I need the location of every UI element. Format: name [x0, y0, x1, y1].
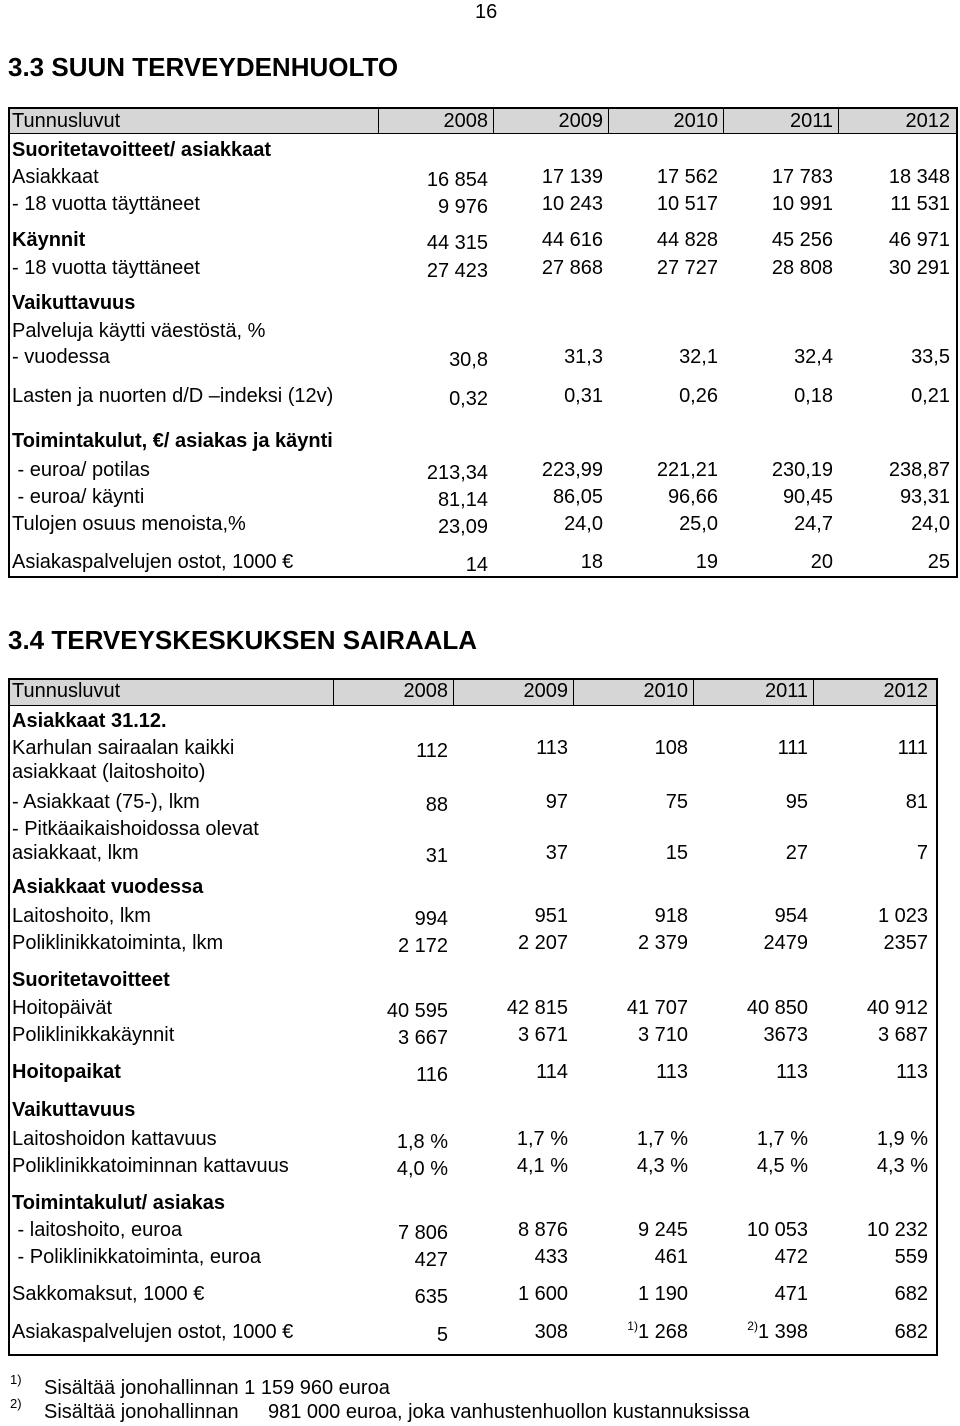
value-2008: 40 595 [386, 1000, 448, 1022]
value-2011: 472 [774, 1246, 808, 1268]
value-2011: 32,4 [794, 346, 833, 368]
header-divider [693, 680, 694, 705]
value-2009: 27 868 [541, 257, 603, 279]
value-2012: 682 [894, 1321, 928, 1343]
value-2008: 635 [414, 1286, 448, 1308]
row-label: Hoitopäivät [12, 997, 113, 1019]
value-2011: 4,5 % [756, 1155, 808, 1177]
value-2009: 1 600 [517, 1283, 568, 1305]
value-2012: 33,5 [911, 346, 950, 368]
value-2012: 3 687 [877, 1024, 928, 1046]
value-2009: 114 [536, 1061, 568, 1083]
value-2008: 0,32 [449, 388, 488, 410]
row-label: Lasten ja nuorten d/D –indeksi (12v) [12, 385, 334, 407]
table-row [10, 256, 956, 280]
value-2011: 10 991 [771, 193, 833, 215]
value-2012: 559 [894, 1246, 928, 1268]
table-row [10, 1023, 936, 1047]
header-divider [493, 109, 494, 133]
section-heading-suun-terveydenhuolto: 3.3 SUUN TERVEYDENHUOLTO [8, 52, 399, 82]
value-2009: 97 [545, 791, 568, 813]
table-row [10, 291, 956, 315]
value-2009: 24,0 [564, 513, 603, 535]
row-group-label: Suoritetavoitteet [12, 969, 170, 991]
table-row [10, 841, 936, 865]
value-2009: 42 815 [506, 997, 568, 1019]
table-row [10, 319, 956, 343]
value-2010: 113 [656, 1061, 688, 1083]
header-year-2011: 2011 [789, 110, 833, 132]
value-2011: 27 [785, 842, 808, 864]
row-group-label: Asiakkaat 31.12. [12, 710, 167, 732]
table-row [10, 904, 936, 928]
value-2010: 2 379 [637, 932, 688, 954]
value-2012: 0,21 [911, 385, 950, 407]
row-label: asiakkaat (laitoshoito) [12, 761, 206, 783]
value-2011: 230,19 [771, 459, 833, 481]
value-2010: 1,7 % [636, 1128, 688, 1150]
row-label: - Asiakkaat (75-), lkm [12, 791, 200, 813]
value-2010: 32,1 [679, 346, 718, 368]
value-2011: 10 053 [746, 1219, 808, 1241]
value-2008: 112 [416, 740, 448, 762]
footnote-text: Sisältää jonohallinnan [44, 1401, 239, 1423]
row-label: - 18 vuotta täyttäneet [12, 257, 200, 279]
row-label: - Pitkäaikaishoidossa olevat [12, 818, 259, 840]
page-number: 16 [475, 1, 498, 23]
row-label: - laitoshoito, euroa [12, 1219, 183, 1241]
value-2011: 45 256 [771, 229, 833, 251]
table-row [10, 1245, 936, 1269]
value-2011: 95 [785, 791, 808, 813]
header-label: Tunnusluvut [12, 680, 121, 702]
row-label: - vuodessa [12, 346, 110, 368]
table-row [10, 485, 956, 509]
value-2009: 2 207 [517, 932, 568, 954]
value-2011 [703, 1320, 808, 1344]
value-2012: 46 971 [888, 229, 950, 251]
value-2008: 23,09 [437, 516, 488, 538]
row-label: Asiakaspalvelujen ostot, 1000 € [12, 551, 294, 573]
value-2010: 41 707 [626, 997, 688, 1019]
row-label: Sakkomaksut, 1000 € [12, 1283, 205, 1305]
table-row [10, 790, 936, 814]
value-2011: 113 [776, 1061, 808, 1083]
header-year-2010: 2010 [643, 680, 688, 702]
value-2012: 40 912 [866, 997, 928, 1019]
value-2010: 25,0 [679, 513, 718, 535]
row-group-label: Toimintakulut/ asiakas [12, 1192, 226, 1214]
row-group-label: Käynnit [12, 229, 86, 251]
header-year-2011: 2011 [764, 680, 808, 702]
value-2011: 40 850 [746, 997, 808, 1019]
header-year-2009: 2009 [523, 680, 568, 702]
header-divider [608, 109, 609, 133]
value-2008: 44 315 [426, 232, 488, 254]
row-label: Laitoshoito, lkm [12, 905, 151, 927]
value-2009: 113 [536, 737, 568, 759]
value-2011: 954 [774, 905, 808, 927]
row-label: Poliklinikkatoiminta, lkm [12, 932, 224, 954]
table-row [10, 760, 936, 784]
value-2008: 16 854 [426, 169, 488, 191]
value-2010: 4,3 % [636, 1155, 688, 1177]
value-2010: 0,26 [679, 385, 718, 407]
value-2010: 96,66 [667, 486, 718, 508]
value-2012: 238,87 [888, 459, 950, 481]
value-2008: 5 [436, 1324, 448, 1346]
value-2012: 93,31 [899, 486, 950, 508]
value-2012: 1 023 [877, 905, 928, 927]
value-2012: 30 291 [888, 257, 950, 279]
footnote-marker: 2) [10, 1396, 22, 1411]
row-label: Poliklinikkakäynnit [12, 1024, 175, 1046]
table-row [10, 709, 936, 733]
row-group-label: Asiakkaat vuodessa [12, 876, 204, 898]
header-year-2012: 2012 [905, 110, 950, 132]
table-row [10, 1218, 936, 1242]
table-row [10, 1191, 936, 1215]
value-2010: 27 727 [656, 257, 718, 279]
value-2009: 44 616 [541, 229, 603, 251]
value-2008: 7 806 [397, 1222, 448, 1244]
header-divider [453, 680, 454, 705]
row-group-label: Hoitopaikat [12, 1061, 121, 1083]
value-2008: 30,8 [449, 349, 488, 371]
value-2012: 18 348 [888, 166, 950, 188]
table-row [10, 996, 936, 1020]
value-2011: 1,7 % [756, 1128, 808, 1150]
row-group-label: Suoritetavoitteet/ asiakkaat [12, 139, 271, 161]
row-label: - euroa/ potilas [12, 459, 150, 481]
value-2011: 2479 [763, 932, 808, 954]
table-row [10, 1098, 936, 1122]
table-row [10, 875, 936, 899]
value-2008: 3 667 [397, 1027, 448, 1049]
value-2012: 682 [894, 1283, 928, 1305]
footnote-text-continued: 981 000 euroa, joka vanhustenhuollon kustannuksissa [268, 1401, 750, 1423]
value-2009: 37 [545, 842, 568, 864]
value-2009: 308 [534, 1321, 568, 1343]
header-divider [573, 680, 574, 705]
value-2011: 28 808 [771, 257, 833, 279]
table-row [10, 512, 956, 536]
footnote-ref: 1) [627, 1319, 638, 1333]
value-2009: 86,05 [552, 486, 603, 508]
table-row [10, 1154, 936, 1178]
value-2008: 1,8 % [396, 1131, 448, 1153]
footnote-text: Sisältää jonohallinnan 1 159 960 euroa [44, 1377, 390, 1399]
row-label: Laitoshoidon kattavuus [12, 1128, 217, 1150]
header-year-2012: 2012 [883, 680, 928, 702]
value-2012: 4,3 % [876, 1155, 928, 1177]
table-row [10, 345, 956, 369]
value-2008: 81,14 [437, 489, 488, 511]
header-year-2008: 2008 [443, 110, 488, 132]
value-2008: 88 [425, 794, 448, 816]
value-2010 [583, 1320, 688, 1344]
row-label: - Poliklinikkatoiminta, euroa [12, 1246, 261, 1268]
value-2012: 2357 [883, 932, 928, 954]
row-label: asiakkaat, lkm [12, 842, 139, 864]
header-year-2008: 2008 [403, 680, 448, 702]
value-2009: 433 [534, 1246, 568, 1268]
table-row [10, 458, 956, 482]
value-2012: 81 [905, 791, 928, 813]
row-label: Tulojen osuus menoista,% [12, 513, 246, 535]
section-heading-terveyskeskuksen-sairaala: 3.4 TERVEYSKESKUKSEN SAIRAALA [8, 625, 478, 655]
value-2012: 111 [897, 737, 928, 759]
value-2010: 44 828 [656, 229, 718, 251]
value-2009: 4,1 % [516, 1155, 568, 1177]
value-2010: 108 [654, 737, 688, 759]
value-2010: 10 517 [656, 193, 718, 215]
header-label: Tunnusluvut [12, 110, 121, 132]
value-2009: 223,99 [541, 459, 603, 481]
value-2012: 24,0 [911, 513, 950, 535]
header-divider [723, 109, 724, 133]
value-text: 1 398 [757, 1321, 808, 1343]
value-2010: 9 245 [637, 1219, 688, 1241]
value-2009: 10 243 [541, 193, 603, 215]
value-2010: 918 [654, 905, 688, 927]
value-2012: 11 531 [890, 193, 950, 215]
value-2008: 116 [416, 1064, 448, 1086]
header-year-2010: 2010 [673, 110, 718, 132]
value-2011: 20 [810, 551, 833, 573]
value-2008: 14 [465, 554, 488, 576]
value-2011: 111 [777, 737, 808, 759]
value-2010: 19 [695, 551, 718, 573]
table-row [10, 192, 956, 216]
table-suun-terveydenhuolto [8, 107, 958, 578]
table-row [10, 1127, 936, 1151]
value-2008: 27 423 [426, 260, 488, 282]
value-2012: 1,9 % [876, 1128, 928, 1150]
table-header-row [10, 109, 956, 134]
value-2008: 31 [425, 845, 448, 867]
value-2010: 221,21 [656, 459, 718, 481]
row-group-label: Vaikuttavuus [12, 292, 136, 314]
table-row [10, 429, 956, 453]
value-2010: 3 710 [637, 1024, 688, 1046]
value-2009: 951 [534, 905, 568, 927]
table-row [10, 384, 956, 408]
header-divider [333, 680, 334, 705]
value-2011: 17 783 [771, 166, 833, 188]
value-2008: 994 [414, 908, 448, 930]
table-row [10, 228, 956, 252]
row-group-label: Toimintakulut, €/ asiakas ja käynti [12, 430, 333, 452]
value-2010: 1 190 [637, 1283, 688, 1305]
value-text: 1 268 [637, 1321, 688, 1343]
table-row [10, 968, 936, 992]
table-header-row [10, 680, 936, 706]
table-row [10, 931, 936, 955]
row-label: Poliklinikkatoiminnan kattavuus [12, 1155, 289, 1177]
value-2011: 90,45 [782, 486, 833, 508]
header-divider [378, 109, 379, 133]
value-2010: 15 [665, 842, 688, 864]
value-2011: 0,18 [794, 385, 833, 407]
footnote-marker: 1) [10, 1372, 22, 1387]
header-year-2009: 2009 [558, 110, 603, 132]
footnote-ref: 2) [747, 1319, 758, 1333]
value-2011: 471 [774, 1283, 808, 1305]
row-label: - euroa/ käynti [12, 486, 145, 508]
table-row [10, 550, 956, 574]
table-row [10, 165, 956, 189]
value-2011: 3673 [763, 1024, 808, 1046]
table-row [10, 1282, 936, 1306]
value-2008: 2 172 [397, 935, 448, 957]
value-2012: 113 [896, 1061, 928, 1083]
value-2010: 17 562 [656, 166, 718, 188]
header-divider [838, 109, 839, 133]
value-2009: 17 139 [541, 166, 603, 188]
value-2011: 24,7 [794, 513, 833, 535]
value-2009: 18 [580, 551, 603, 573]
table-row [10, 1060, 936, 1084]
row-label: Palveluja käytti väestöstä, % [12, 320, 266, 342]
value-2012: 25 [927, 551, 950, 573]
header-divider [813, 680, 814, 705]
table-terveyskeskuksen-sairaala [8, 678, 938, 1356]
table-row [10, 138, 956, 162]
value-2010: 75 [665, 791, 688, 813]
row-label: Karhulan sairaalan kaikki [12, 737, 235, 759]
value-2008: 9 976 [437, 196, 488, 218]
row-label: - 18 vuotta täyttäneet [12, 193, 200, 215]
value-2009: 1,7 % [516, 1128, 568, 1150]
table-row [10, 817, 936, 841]
value-2009: 8 876 [517, 1219, 568, 1241]
table-row [10, 736, 936, 760]
row-label: Asiakaspalvelujen ostot, 1000 € [12, 1321, 294, 1343]
value-2008: 427 [414, 1249, 448, 1271]
value-2012: 7 [916, 842, 928, 864]
value-2012: 10 232 [866, 1219, 928, 1241]
value-2008: 4,0 % [396, 1158, 448, 1180]
value-2008: 213,34 [426, 462, 488, 484]
row-label: Asiakkaat [12, 166, 99, 188]
value-2009: 3 671 [517, 1024, 568, 1046]
row-group-label: Vaikuttavuus [12, 1099, 136, 1121]
value-2009: 0,31 [564, 385, 603, 407]
value-2009: 31,3 [564, 346, 603, 368]
table-row [10, 1320, 936, 1344]
value-2010: 461 [654, 1246, 688, 1268]
